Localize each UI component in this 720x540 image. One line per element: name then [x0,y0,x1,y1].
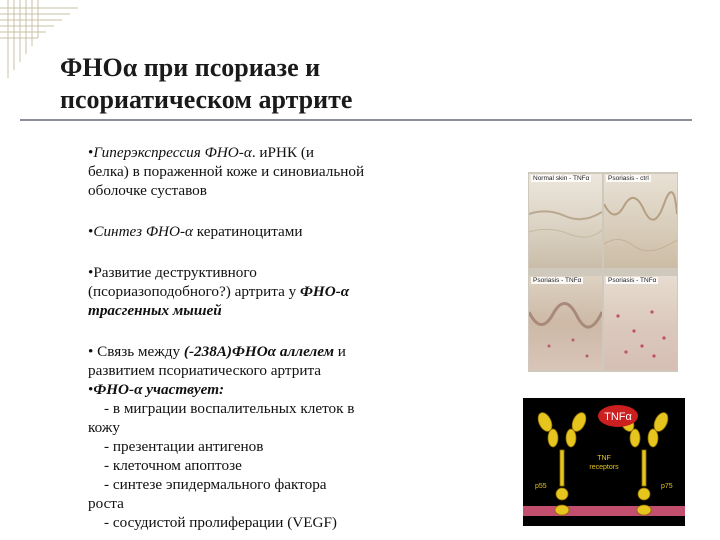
bullet-5-item: кожу [88,419,120,436]
bullet-5-item: - в миграции воспалительных клеток в [104,400,355,417]
panel-label: Normal skin - TNFα [533,175,590,182]
bullet-4: • Связь между (-238А)ФНОα аллелем и [88,343,346,360]
slide-body [88,143,428,532]
panel-label: Psoriasis - TNFα [533,277,582,284]
title-line-1: ФНОα при псориазе и [60,53,321,82]
bullet-2: •Синтез ФНО-α кератиноцитами [88,223,303,240]
panel-label: Psoriasis - TNFα [608,277,657,284]
histology-texture [529,276,602,370]
bullet-3-line-3: трасгенных мышей [88,302,222,319]
histology-panel [529,276,602,370]
bullet-5-item: - презентации антигенов [104,438,264,455]
label-p55: p55 [535,483,547,490]
bullet-1-line-2: белка) в пораженной коже и синовиальной [88,163,365,180]
bullet-5-item: - сосудистой пролиферации (VEGF) [104,514,337,531]
label-p75: p75 [661,483,673,490]
bullet-5: •ФНО-α участвует: [88,381,225,398]
cell-membrane [523,506,685,516]
panel-label: Psoriasis - ctrl [608,175,649,182]
bullet-4-plain-1: Связь между [93,343,184,360]
caption-receptors: receptors [589,464,619,471]
histology-panel [529,174,602,268]
histology-image [528,172,678,372]
histology-texture [604,174,677,268]
bullet-3-line-2 [88,282,428,301]
bullet-4-bold: (-238А)ФНОα аллелем [183,343,334,360]
bullet-5-item: - клеточном апоптозе [104,457,242,474]
bullet-3-line-1: Развитие деструктивного [93,264,257,281]
tnf-receptor-image [523,398,685,526]
bullet-1: •Гиперэкспрессия ФНО-α. иРНК (и [88,144,315,161]
bullet-1-rest: . иРНК (и [251,144,315,161]
histology-texture [529,174,602,268]
bullet-5-heading: ФНО-α участвует: [93,381,225,398]
slide-title [60,52,352,116]
histology-texture [604,276,677,370]
bullet-3-plain: (псориазоподобного?) артрита у [88,283,301,300]
bullet-5-item: роста [88,495,124,512]
bullet-1-line-3: оболочке суставов [88,182,207,199]
bullet-4-line-2: развитием псориатического артрита [88,362,322,379]
title-line-2: псориатическом артрите [60,85,353,114]
histology-panel [604,174,677,268]
histology-panel [604,276,677,370]
caption-tnf: TNF [597,455,611,462]
bullet-4-plain-2: и [334,343,346,360]
bullet-2-rest: кератиноцитами [193,223,303,240]
title-underline [20,119,692,121]
tnf-badge-label: TNFα [604,411,632,423]
bullet-1-italic: Гиперэкспрессия ФНО-α [93,144,252,161]
bullet-5-item: - синтезе эпидермального фактора [104,476,327,493]
bullet-3-bold: ФНО-α [300,283,350,300]
bullet-2-italic: Синтез ФНО-α [93,223,193,240]
bullet-3: •Развитие деструктивного [88,264,257,281]
